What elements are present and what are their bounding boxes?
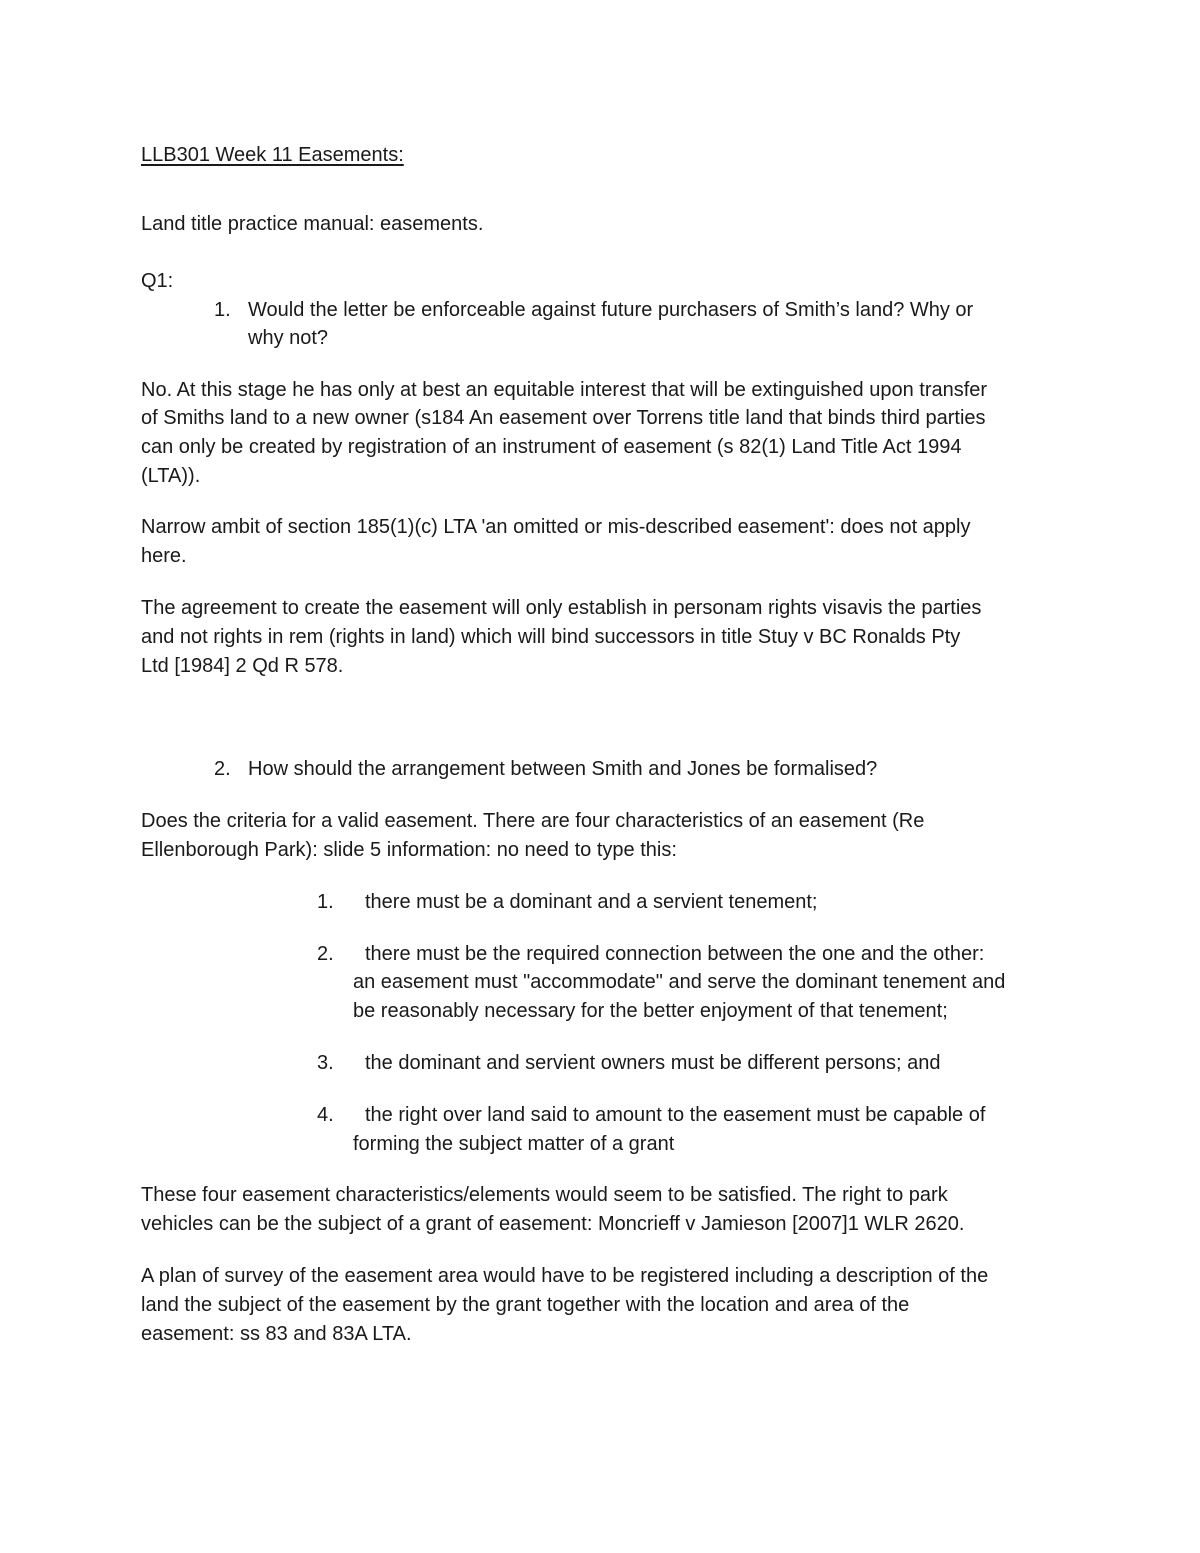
criteria-line: the right over land said to amount to the easement must be capable of — [365, 1104, 986, 1126]
criteria-line: the dominant and servient owners must be different persons; and — [365, 1052, 941, 1074]
paragraph-line: and not rights in rem (rights in land) which will bind successors in title Stuy v BC Ronalds Pty — [141, 626, 961, 648]
paragraph-line: land the subject of the easement by the grant together with the location and area of the — [141, 1294, 910, 1316]
criteria-line: be reasonably necessary for the better enjoyment of that tenement; — [353, 1000, 948, 1022]
paragraph-line: easement: ss 83 and 83A LTA. — [141, 1323, 412, 1345]
paragraph-line: Narrow ambit of section 185(1)(c) LTA 'an omitted or mis-described easement': does not apply — [141, 516, 971, 538]
paragraph-line: Ellenborough Park): slide 5 information: no need to type this: — [141, 839, 677, 861]
criteria-line: there must be a dominant and a servient tenement; — [365, 891, 818, 913]
document-title: LLB301 Week 11 Easements: — [141, 144, 404, 166]
criteria-number: 2. — [317, 943, 334, 965]
criteria-number: 1. — [317, 891, 334, 913]
paragraph-line: No. At this stage he has only at best an equitable interest that will be extinguished upon transfer — [141, 379, 988, 401]
question-2-line: How should the arrangement between Smith and Jones be formalised? — [248, 758, 878, 780]
document-subtitle: Land title practice manual: easements. — [141, 213, 484, 235]
criteria-line: there must be the required connection between the one and the other: — [365, 943, 985, 965]
paragraph-line: can only be created by registration of an instrument of easement (s 82(1) Land Title Act 1994 — [141, 436, 962, 458]
paragraph-line: here. — [141, 545, 187, 567]
paragraph-line: of Smiths land to a new owner (s184 An easement over Torrens title land that binds third parties — [141, 407, 986, 429]
criteria-line: forming the subject matter of a grant — [353, 1133, 675, 1155]
question-1-label: Q1: — [141, 270, 174, 292]
question-1-line: why not? — [248, 327, 329, 349]
question-1-number: 1. — [214, 299, 231, 321]
paragraph-line: The agreement to create the easement will only establish in personam rights visavis the parties — [141, 597, 982, 619]
paragraph-line: A plan of survey of the easement area would have to be registered including a description of the — [141, 1265, 989, 1287]
paragraph-line: Ltd [1984] 2 Qd R 578. — [141, 655, 344, 677]
question-2-number: 2. — [214, 758, 231, 780]
paragraph-line: (LTA)). — [141, 465, 201, 487]
question-1-line: Would the letter be enforceable against future purchasers of Smith’s land? Why or — [248, 299, 974, 321]
paragraph-line: Does the criteria for a valid easement. There are four characteristics of an easement (Re — [141, 810, 925, 832]
criteria-number: 3. — [317, 1052, 334, 1074]
paragraph-line: vehicles can be the subject of a grant of easement: Moncrieff v Jamieson [2007]1 WLR 2620. — [141, 1213, 965, 1235]
criteria-line: an easement must "accommodate" and serve the dominant tenement and — [353, 971, 1006, 993]
paragraph-line: These four easement characteristics/elements would seem to be satisfied. The right to park — [141, 1184, 948, 1206]
criteria-number: 4. — [317, 1104, 334, 1126]
